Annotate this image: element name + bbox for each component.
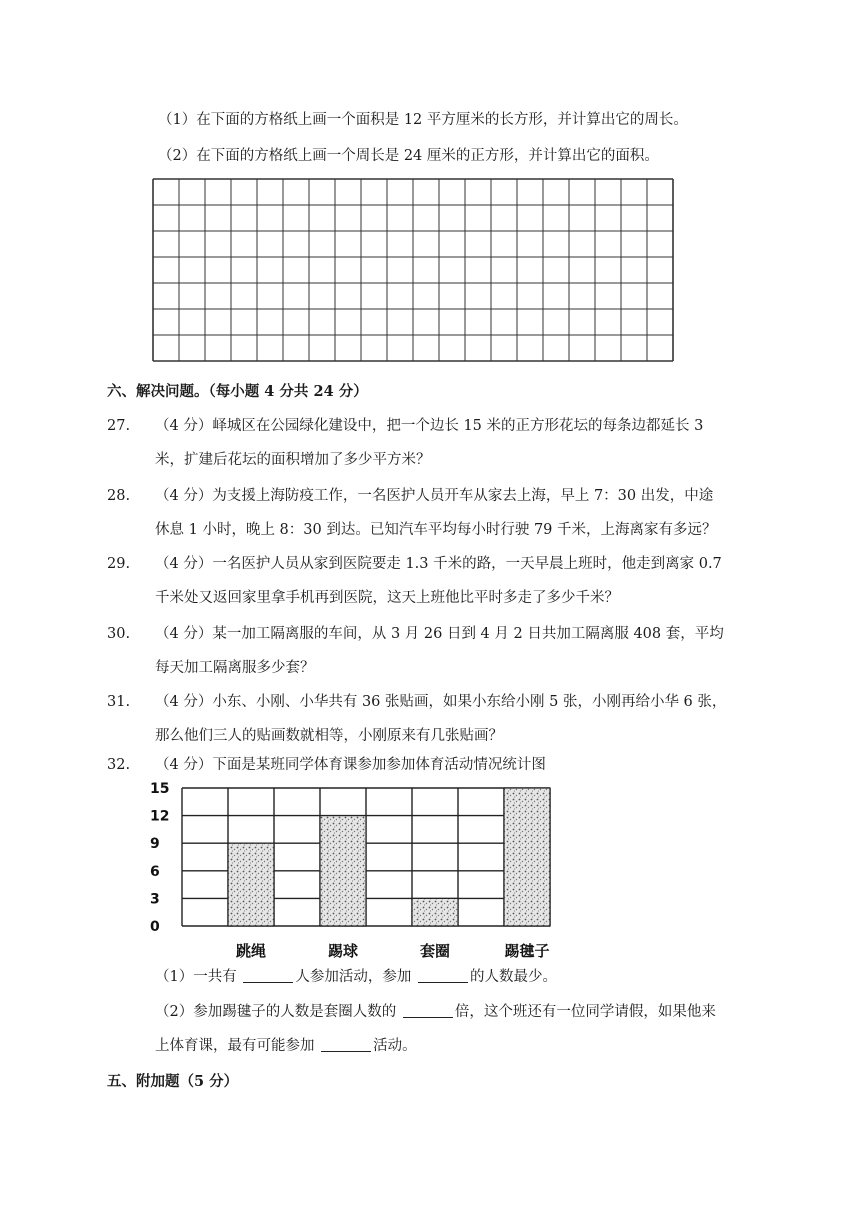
sub-question-2-cont	[155, 1036, 417, 1056]
y-tick-label: 0	[150, 919, 160, 935]
problem-text: （4 分）某一加工隔离服的车间，从 3 月 26 日到 4 月 2 日共加工隔离服 408 套，平均	[155, 626, 724, 642]
sub-question-text: （1）一共有	[155, 969, 237, 985]
problem-28	[107, 486, 713, 506]
sub-question-text: 的人数最少。	[469, 969, 557, 985]
problem-number: 30.	[107, 626, 131, 642]
problem-31	[107, 692, 726, 712]
answer-blank[interactable]	[321, 1037, 371, 1052]
y-tick-label: 3	[150, 891, 160, 908]
problem-32	[107, 755, 546, 775]
x-category-label: 踢球	[327, 942, 359, 960]
problem-30	[107, 624, 724, 644]
problem-30-cont: 每天加工隔离服多少套？	[155, 660, 315, 676]
problem-text: （4 分）一名医护人员从家到医院要走 1.3 千米的路，一天早晨上班时，他走到离家 0.7	[155, 556, 722, 572]
grid-paper[interactable]	[152, 178, 674, 366]
problem-text: （4 分）下面是某班同学体育课参加参加体育活动情况统计图	[155, 757, 546, 773]
answer-blank[interactable]	[403, 1003, 453, 1018]
x-category-label: 踢毽子	[504, 942, 550, 960]
problem-text: （4 分）峄城区在公园绿化建设中，把一个边长 15 米的正方形花坛的每条边都延长 3	[155, 418, 704, 434]
sub-question-text: 活动。	[373, 1038, 417, 1054]
sub-question-text: 上体育课，最有可能参加	[155, 1038, 315, 1054]
problem-31-cont: 那么他们三人的贴画数就相等，小刚原来有几张贴画？	[155, 728, 503, 744]
bar-3	[412, 898, 458, 926]
y-tick-label: 12	[150, 808, 170, 825]
problem-27-cont: 米，扩建后花坛的面积增加了多少平方米？	[155, 452, 431, 468]
question-1-instruction: （1）在下面的方格纸上画一个面积是 12 平方厘米的长方形，并计算出它的周长。	[158, 112, 688, 128]
section-5-heading: 五、附加题（5 分）	[107, 1073, 239, 1090]
y-tick-label: 15	[150, 781, 170, 797]
bar-2	[320, 816, 366, 926]
problem-number: 29.	[107, 556, 131, 572]
answer-blank[interactable]	[418, 968, 468, 983]
problem-28-cont: 休息 1 小时，晚上 8：30 到达。已知汽车平均每小时行驶 79 千米，上海离家有多远？	[155, 522, 717, 538]
problem-text: （4 分）小东、小刚、小华共有 36 张贴画，如果小东给小刚 5 张，小刚再给小华 6 张，	[155, 694, 727, 710]
problem-number: 32.	[107, 757, 131, 773]
y-tick-label: 9	[150, 836, 160, 853]
problem-number: 28.	[107, 488, 131, 504]
problem-text: （4 分）为支援上海防疫工作，一名医护人员开车从家去上海，早上 7：30 出发，中途	[155, 488, 714, 504]
sub-question-2	[155, 1002, 716, 1022]
y-tick-label: 6	[150, 863, 160, 880]
sub-question-1	[155, 967, 557, 987]
bar-1	[228, 843, 274, 926]
sub-question-text: 人参加活动，参加	[295, 969, 412, 985]
x-category-label: 套圈	[419, 942, 451, 960]
sub-question-text: 倍，这个班还有一位同学请假，如果他来	[454, 1004, 716, 1020]
problem-number: 27.	[107, 418, 131, 434]
x-category-label: 跳绳	[235, 942, 267, 960]
sub-question-text: （2）参加踢毽子的人数是套圈人数的	[155, 1004, 397, 1020]
bar-4	[504, 788, 550, 926]
problem-number: 31.	[107, 694, 131, 710]
problem-29-cont: 千米处又返回家里拿手机再到医院，这天上班他比平时多走了多少千米？	[155, 590, 619, 606]
section-6-heading: 六、解决问题。（每小题 4 分共 24 分）	[107, 383, 368, 400]
activity-bar-chart	[140, 780, 560, 964]
problem-29	[107, 554, 722, 574]
answer-blank[interactable]	[243, 968, 293, 983]
problem-27	[107, 416, 703, 436]
question-2-instruction: （2）在下面的方格纸上画一个周长是 24 厘米的正方形，并计算出它的面积。	[158, 148, 659, 164]
